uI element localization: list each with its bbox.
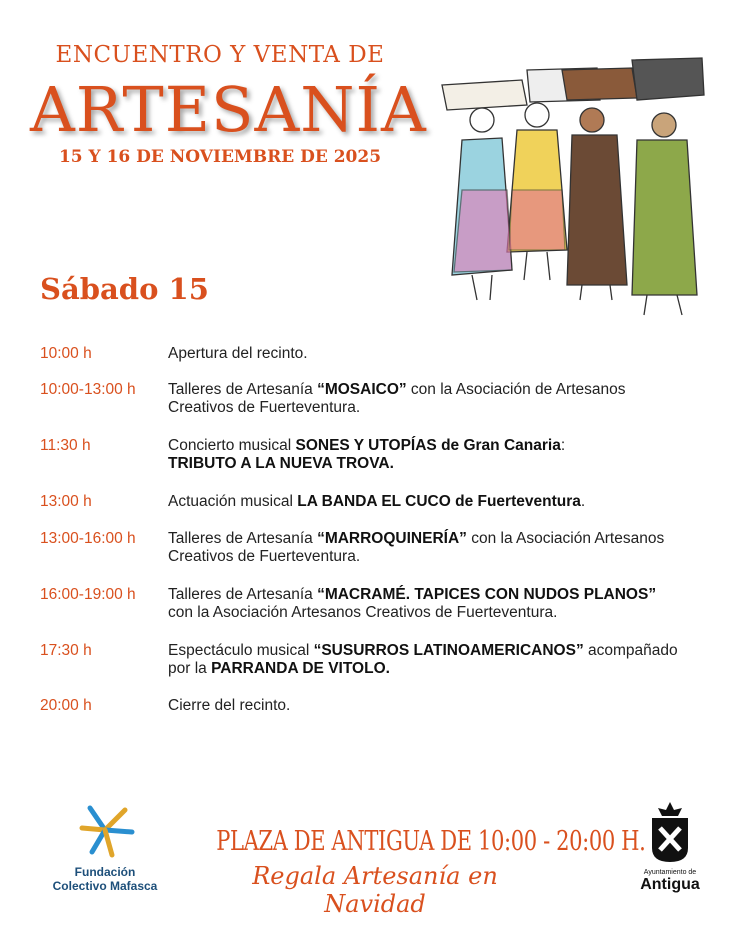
highlight-text: “MARROQUINERÍA” [317,530,467,547]
description-line [168,660,728,678]
description-text: . [580,493,586,510]
description-line [168,345,728,363]
mafasca-star-icon [70,800,140,860]
schedule-description [168,642,728,678]
schedule-time: 10:00 h [40,345,92,362]
schedule-description [168,345,728,363]
antigua-shield-icon [648,800,692,864]
highlight-text: “MACRAMÉ. TAPICES CON NUDOS PLANOS” [317,586,657,603]
description-text: Talleres de Artesanía [168,530,318,547]
schedule-description [168,493,728,511]
description-text: Creativos de Fuerteventura. [168,548,361,565]
header-title: ARTESANÍA [30,73,427,146]
description-line [168,530,728,548]
description-text: Talleres de Artesanía [168,586,318,603]
description-line [168,399,728,417]
mafasca-line1: Fundación [74,865,136,879]
schedule-time: 16:00-19:00 h [40,586,136,603]
highlight-text: LA BANDA EL CUCO de Fuerteventura [297,493,581,510]
highlight-text: SONES Y UTOPÍAS de Gran Canaria [295,437,561,454]
header-subtitle: ENCUENTRO Y VENTA DE [55,42,385,68]
fundacion-mafasca-logo [40,800,170,893]
slogan: Regala Artesanía en Navidad [252,862,498,918]
description-line [168,455,728,473]
description-text: Espectáculo musical [168,642,314,659]
artisan-women-illustration [432,40,732,330]
highlight-text: “SUSURROS LATINOAMERICANOS” [313,642,584,659]
description-line [168,493,728,511]
description-text: Talleres de Artesanía [168,381,318,398]
description-text: Concierto musical [168,437,296,454]
header-dates: 15 Y 16 DE NOVIEMBRE DE 2025 [58,147,382,167]
description-text: : [560,437,566,454]
description-text: Apertura del recinto. [168,345,308,362]
description-line [168,604,728,622]
description-text: con la Asociación de Artesanos [406,381,626,398]
description-line [168,586,728,604]
schedule-time: 20:00 h [40,697,92,714]
description-line [168,642,728,660]
description-text: Cierre del recinto. [168,697,291,714]
description-text: acompañado [583,642,678,659]
mafasca-line2: Colectivo Mafasca [52,879,158,893]
schedule-description [168,381,728,417]
highlight-text: PARRANDA DE VITOLO. [211,660,390,677]
antigua-line2: Antigua [640,876,700,893]
schedule-time: 10:00-13:00 h [40,381,136,398]
schedule-time: 13:00 h [40,493,92,510]
description-text: con la Asociación Artesanos [466,530,665,547]
highlight-text: “MOSAICO” [317,381,407,398]
ayuntamiento-antigua-logo [620,800,720,894]
schedule-description [168,437,728,473]
description-line [168,437,728,455]
antigua-line1: Ayuntamiento de [643,869,697,876]
description-text: Creativos de Fuerteventura. [168,399,361,416]
schedule-time: 11:30 h [40,437,91,454]
schedule-description [168,586,728,622]
highlight-text: TRIBUTO A LA NUEVA TROVA. [168,455,394,472]
description-text: con la Asociación Artesanos Creativos de Fuerteventura. [168,604,558,621]
description-line [168,697,728,715]
day-heading: Sábado 15 [40,272,209,306]
description-text: por la [168,660,212,677]
schedule-description [168,697,728,715]
schedule-description [168,530,728,566]
schedule-time: 17:30 h [40,642,92,659]
venue-hours: PLAZA DE ANTIGUA DE 10:00 - 20:00 H. [216,826,646,857]
description-text: Actuación musical [168,493,298,510]
description-line [168,548,728,566]
description-line [168,381,728,399]
schedule-time: 13:00-16:00 h [40,530,136,547]
